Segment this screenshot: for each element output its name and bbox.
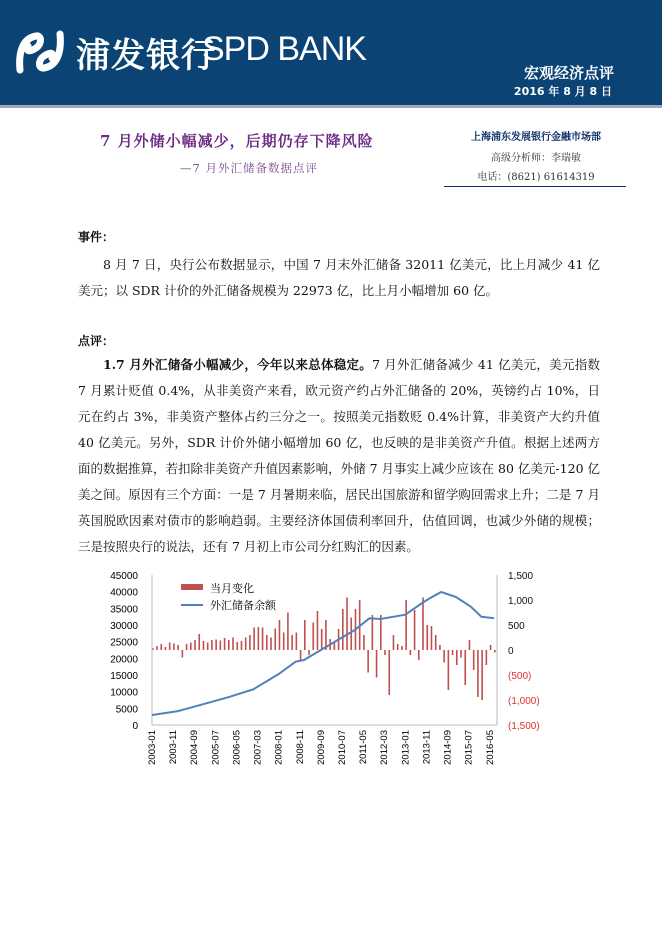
change-bar	[443, 650, 445, 663]
right-tick-label: 1,500	[508, 571, 534, 582]
change-bar	[198, 634, 200, 650]
change-bar	[456, 650, 458, 665]
change-bar	[236, 642, 238, 650]
change-bar	[346, 598, 348, 651]
change-bar	[397, 644, 399, 650]
change-bar	[190, 643, 192, 651]
change-bar	[308, 650, 310, 655]
left-tick-label: 0	[132, 721, 138, 732]
change-bar	[422, 598, 424, 651]
change-bar	[249, 635, 251, 650]
change-bar	[279, 620, 281, 650]
comment-text: 7 月外汇储备减少 41 亿美元，美元指数 7 月累计贬值 0.4%，从非美资产来看，欧元资产约占外汇储备的 20%，英镑约占 10%，日元在约占 3%，非美资产整体占约三分之一。按照美元指数贬 0.4%计算，非美资产大约升值 40 亿美元。另外，SDR 计价外储小幅增加 60 亿，也反映的是非美资产升值。根据上述两方面的数据推算，若扣除非美资产升值因素影响，外储 7 月事实上减少应该在 80 亿美元-120 亿美之间。原因有三个方面：一是 7 月暑期来临，居民出国旅游和留学购回需求上升；二是 7 月英国脱欧因素对债市的影响趋弱。主要经济体国债利率回升，估值回调，也减少外储的规模；三是按照央行的说法，还有 7 月初上市公司分红购汇的因素。	[78, 357, 601, 554]
change-bar	[241, 641, 243, 650]
change-bar	[194, 640, 196, 650]
comment-lead: 1.7 月外汇储备小幅减少，今年以来总体稳定。	[103, 357, 373, 372]
left-tick-label: 35000	[110, 604, 138, 616]
change-bar	[177, 645, 179, 650]
divider	[444, 186, 626, 187]
change-bar	[405, 600, 407, 650]
report-type: 宏观经济点评	[523, 64, 614, 82]
change-bar	[203, 641, 205, 650]
left-tick-label: 20000	[110, 654, 138, 666]
right-tick-label: (1,500)	[508, 721, 540, 732]
change-bar	[486, 650, 488, 665]
change-bar	[291, 635, 293, 650]
change-bar	[372, 615, 374, 650]
change-bar	[494, 650, 496, 653]
change-bar	[350, 618, 352, 651]
left-tick-label: 25000	[110, 637, 138, 649]
event-paragraph: 8 月 7 日，央行公布数据显示，中国 7 月末外汇储备 32011 亿美元，比上月减少 41 亿美元；以 SDR 计价的外汇储备规模为 22973 亿，比上月小幅增加 60 亿。	[78, 257, 600, 298]
change-bar	[426, 625, 428, 650]
change-bar	[283, 633, 285, 651]
report-date: 2016 年 8 月 8 日	[513, 85, 612, 98]
bank-name-en: SPD BANK	[202, 30, 366, 68]
x-tick-label: 2003-01	[147, 730, 158, 765]
x-tick-label: 2012-03	[379, 730, 391, 765]
change-bar	[211, 640, 213, 650]
change-bar	[321, 629, 323, 650]
change-bar	[481, 650, 483, 700]
change-bar	[342, 609, 344, 650]
change-bar	[296, 633, 298, 651]
change-bar	[363, 635, 365, 650]
x-tick-label: 2013-01	[400, 730, 412, 765]
change-bar	[258, 627, 260, 650]
left-tick-label: 10000	[110, 687, 138, 699]
change-bar	[469, 640, 471, 650]
right-tick-label: 0	[508, 646, 514, 657]
change-bar	[410, 650, 412, 655]
change-bar	[266, 635, 268, 650]
right-tick-label: 1,000	[508, 596, 534, 607]
x-tick-label: 2011-05	[358, 730, 370, 765]
change-bar	[435, 635, 437, 650]
change-bar	[490, 645, 492, 650]
x-tick-label: 2004-09	[189, 730, 201, 765]
x-tick-label: 2005-07	[210, 730, 222, 765]
change-bar	[207, 643, 209, 651]
change-bar	[173, 644, 175, 651]
change-bar	[165, 647, 167, 650]
change-bar	[317, 611, 319, 650]
change-bar	[418, 650, 420, 660]
x-tick-label: 2008-11	[294, 730, 306, 765]
change-bar	[287, 613, 289, 651]
legend-line-label: 外汇储备余额	[210, 600, 276, 612]
change-bar	[473, 650, 475, 670]
change-bar	[156, 646, 158, 650]
change-bar	[334, 643, 336, 650]
department-name: 上海浦东发展银行金融市场部	[471, 132, 601, 143]
change-bar	[169, 643, 171, 651]
x-tick-label: 2015-07	[463, 730, 475, 765]
event-heading: 事件：	[78, 230, 115, 244]
x-tick-label: 2013-11	[421, 730, 433, 765]
change-bar	[312, 623, 314, 651]
right-tick-label: (1,000)	[508, 696, 540, 707]
change-bar	[304, 620, 306, 650]
bank-name-cn: 浦发银行	[76, 36, 216, 76]
spd-logo-icon	[16, 30, 64, 74]
change-bar	[393, 635, 395, 650]
change-bar	[452, 650, 454, 655]
change-bar	[228, 640, 230, 650]
change-bar	[460, 650, 462, 658]
legend-bar-swatch	[181, 584, 203, 590]
change-bar	[232, 638, 234, 651]
x-tick-label: 2009-09	[315, 730, 327, 765]
change-bar	[325, 620, 327, 650]
change-bar	[160, 644, 162, 650]
x-tick-label: 2003-11	[168, 730, 180, 765]
change-bar	[270, 638, 272, 651]
left-tick-label: 5000	[115, 704, 138, 716]
legend-bar-label: 当月变化	[210, 583, 254, 595]
left-tick-label: 15000	[110, 671, 138, 682]
change-bar	[367, 650, 369, 673]
change-bar	[224, 638, 226, 650]
change-bar	[245, 638, 247, 651]
change-bar	[186, 644, 188, 650]
analyst-name: 高级分析师：李瑞敏	[491, 153, 581, 164]
change-bar	[380, 615, 382, 650]
x-tick-label: 2010-07	[337, 730, 348, 765]
change-bar	[414, 610, 416, 650]
comment-paragraph	[78, 352, 600, 560]
change-bar	[477, 650, 479, 697]
change-bar	[376, 650, 378, 678]
comment-heading: 点评：	[78, 334, 115, 348]
right-tick-label: 500	[508, 621, 525, 632]
x-tick-label: 2016-05	[484, 730, 496, 765]
change-bar	[274, 629, 276, 651]
x-tick-label: 2007-03	[252, 730, 264, 765]
change-bar	[384, 650, 386, 655]
reserves-chart	[100, 560, 560, 770]
change-bar	[464, 650, 466, 685]
report-title: 7 月外储小幅减少，后期仍存下降风险	[100, 132, 374, 150]
x-tick-label: 2006-05	[231, 730, 243, 765]
change-bar	[220, 641, 222, 651]
change-bar	[253, 628, 255, 651]
header-banner	[0, 0, 662, 108]
x-tick-label: 2014-09	[442, 730, 454, 765]
change-bar	[431, 626, 433, 650]
change-bar	[262, 628, 264, 651]
report-subtitle: —7 月外汇储备数据点评	[180, 161, 318, 175]
change-bar	[300, 650, 302, 660]
change-bar	[439, 645, 441, 650]
change-bar	[401, 646, 403, 650]
change-bar	[448, 650, 450, 690]
left-tick-label: 45000	[110, 571, 138, 582]
phone: 电话：(8621) 61614319	[477, 172, 595, 183]
reserves-line	[152, 592, 494, 715]
left-tick-label: 30000	[110, 621, 138, 632]
x-tick-label: 2008-01	[273, 730, 285, 765]
left-tick-label: 40000	[110, 587, 138, 599]
change-bar	[388, 650, 390, 695]
change-bar	[215, 640, 217, 651]
change-bar	[182, 650, 184, 658]
right-tick-label: (500)	[508, 671, 532, 682]
